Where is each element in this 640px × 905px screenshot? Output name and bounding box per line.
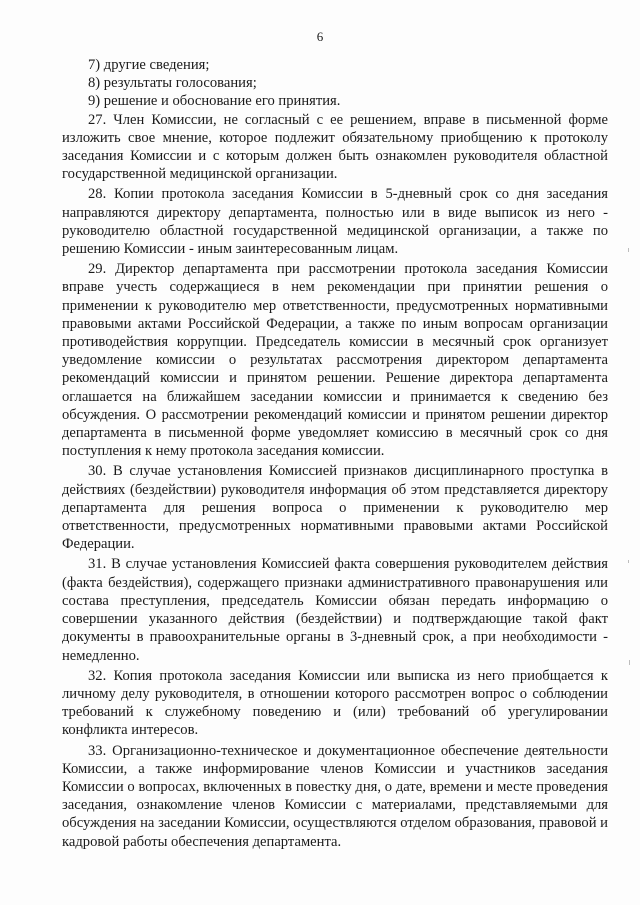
list-item-7: 7) другие сведения; — [88, 57, 210, 73]
document-body — [62, 56, 608, 851]
list-item-9: 9) решение и обоснование его принятия. — [88, 93, 341, 110]
paragraph-29: 29. Директор департамента при рассмотрении протокола заседания Комиссии вправе учесть содержащиеся в нем рекомендации при принятии решения о применении к руководителю мер ответственности, предусмотренных нормативными правовыми актами Российской Федерации, а также по иным вопросам организации противодействия коррупции. Председатель комиссии в месячный срок организует уведомление комиссии о результатах рассмотрения директором департамента рекомендаций комиссии и принятом решении. Решение директора департамента оглашается на ближайшем заседании комиссии и принимается к сведению без обсуждения. О рассмотрении рекомендаций комиссии и принятом решении директор департамента в письменной форме уведомляет комиссию в месячный срок со дня поступления к нему протокола заседания комиссии. — [62, 261, 608, 460]
paragraph-27: 27. Член Комиссии, не согласный с ее решением, вправе в письменной форме изложить свое мнение, которое подлежит обязательному приобщению к протоколу заседания Комиссии и с которым должен быть ознакомлен руководителя областной государственной медицинской организации. — [62, 111, 608, 183]
paragraph-33: 33. Организационно-техническое и документационное обеспечение деятельности Комиссии, а также информирование членов Комиссии и участников заседания Комиссии о вопросах, включенных в повестку дня, о дате, времени и месте проведения заседания, ознакомление членов Комиссии с материалами, представляемыми для обсуждения на заседании Комиссии, осуществляются отделом образования, правовой и кадровой работы обеспечения департамента. — [62, 742, 608, 850]
scan-artifact-mark — [628, 560, 629, 563]
scan-artifact-mark — [629, 660, 630, 665]
paragraph-32: 32. Копия протокола заседания Комиссии или выписка из него приобщается к личному делу руководителя, в отношении которого рассмотрен вопрос о соблюдении требований к служебному поведению и (или) требований об урегулировании конфликта интересов. — [62, 667, 608, 739]
paragraph-28: 28. Копии протокола заседания Комиссии в 5-дневный срок со дня заседания направляются директору департамента, полностью или в виде выписок из него - руководителю областной государственной медицинской организации, а также по решению Комиссии - иным заинтересованным лицам. — [62, 186, 608, 258]
list-item-8: 8) результаты голосования; — [88, 75, 257, 92]
page-number: 6 — [316, 29, 324, 44]
scan-artifact-mark — [628, 248, 629, 252]
paragraph-31: 31. В случае установления Комиссией факта совершения руководителем действия (факта бездействия), содержащего признаки административного правонарушения или состава преступления, председатель Комиссии обязан передать информацию о совершении указанного действия (бездействии) и подтверждающие такой факт документы в правоохранительные органы в 3-дневный срок, а при необходимости - немедленно. — [62, 556, 608, 664]
paragraph-30: 30. В случае установления Комиссией признаков дисциплинарного проступка в действиях (бездействии) руководителя информация об этом представляется директору департамента для решения вопроса о применении к руководителю мер ответственности, предусмотренных нормативными правовыми актами Российской Федерации. — [62, 463, 608, 553]
